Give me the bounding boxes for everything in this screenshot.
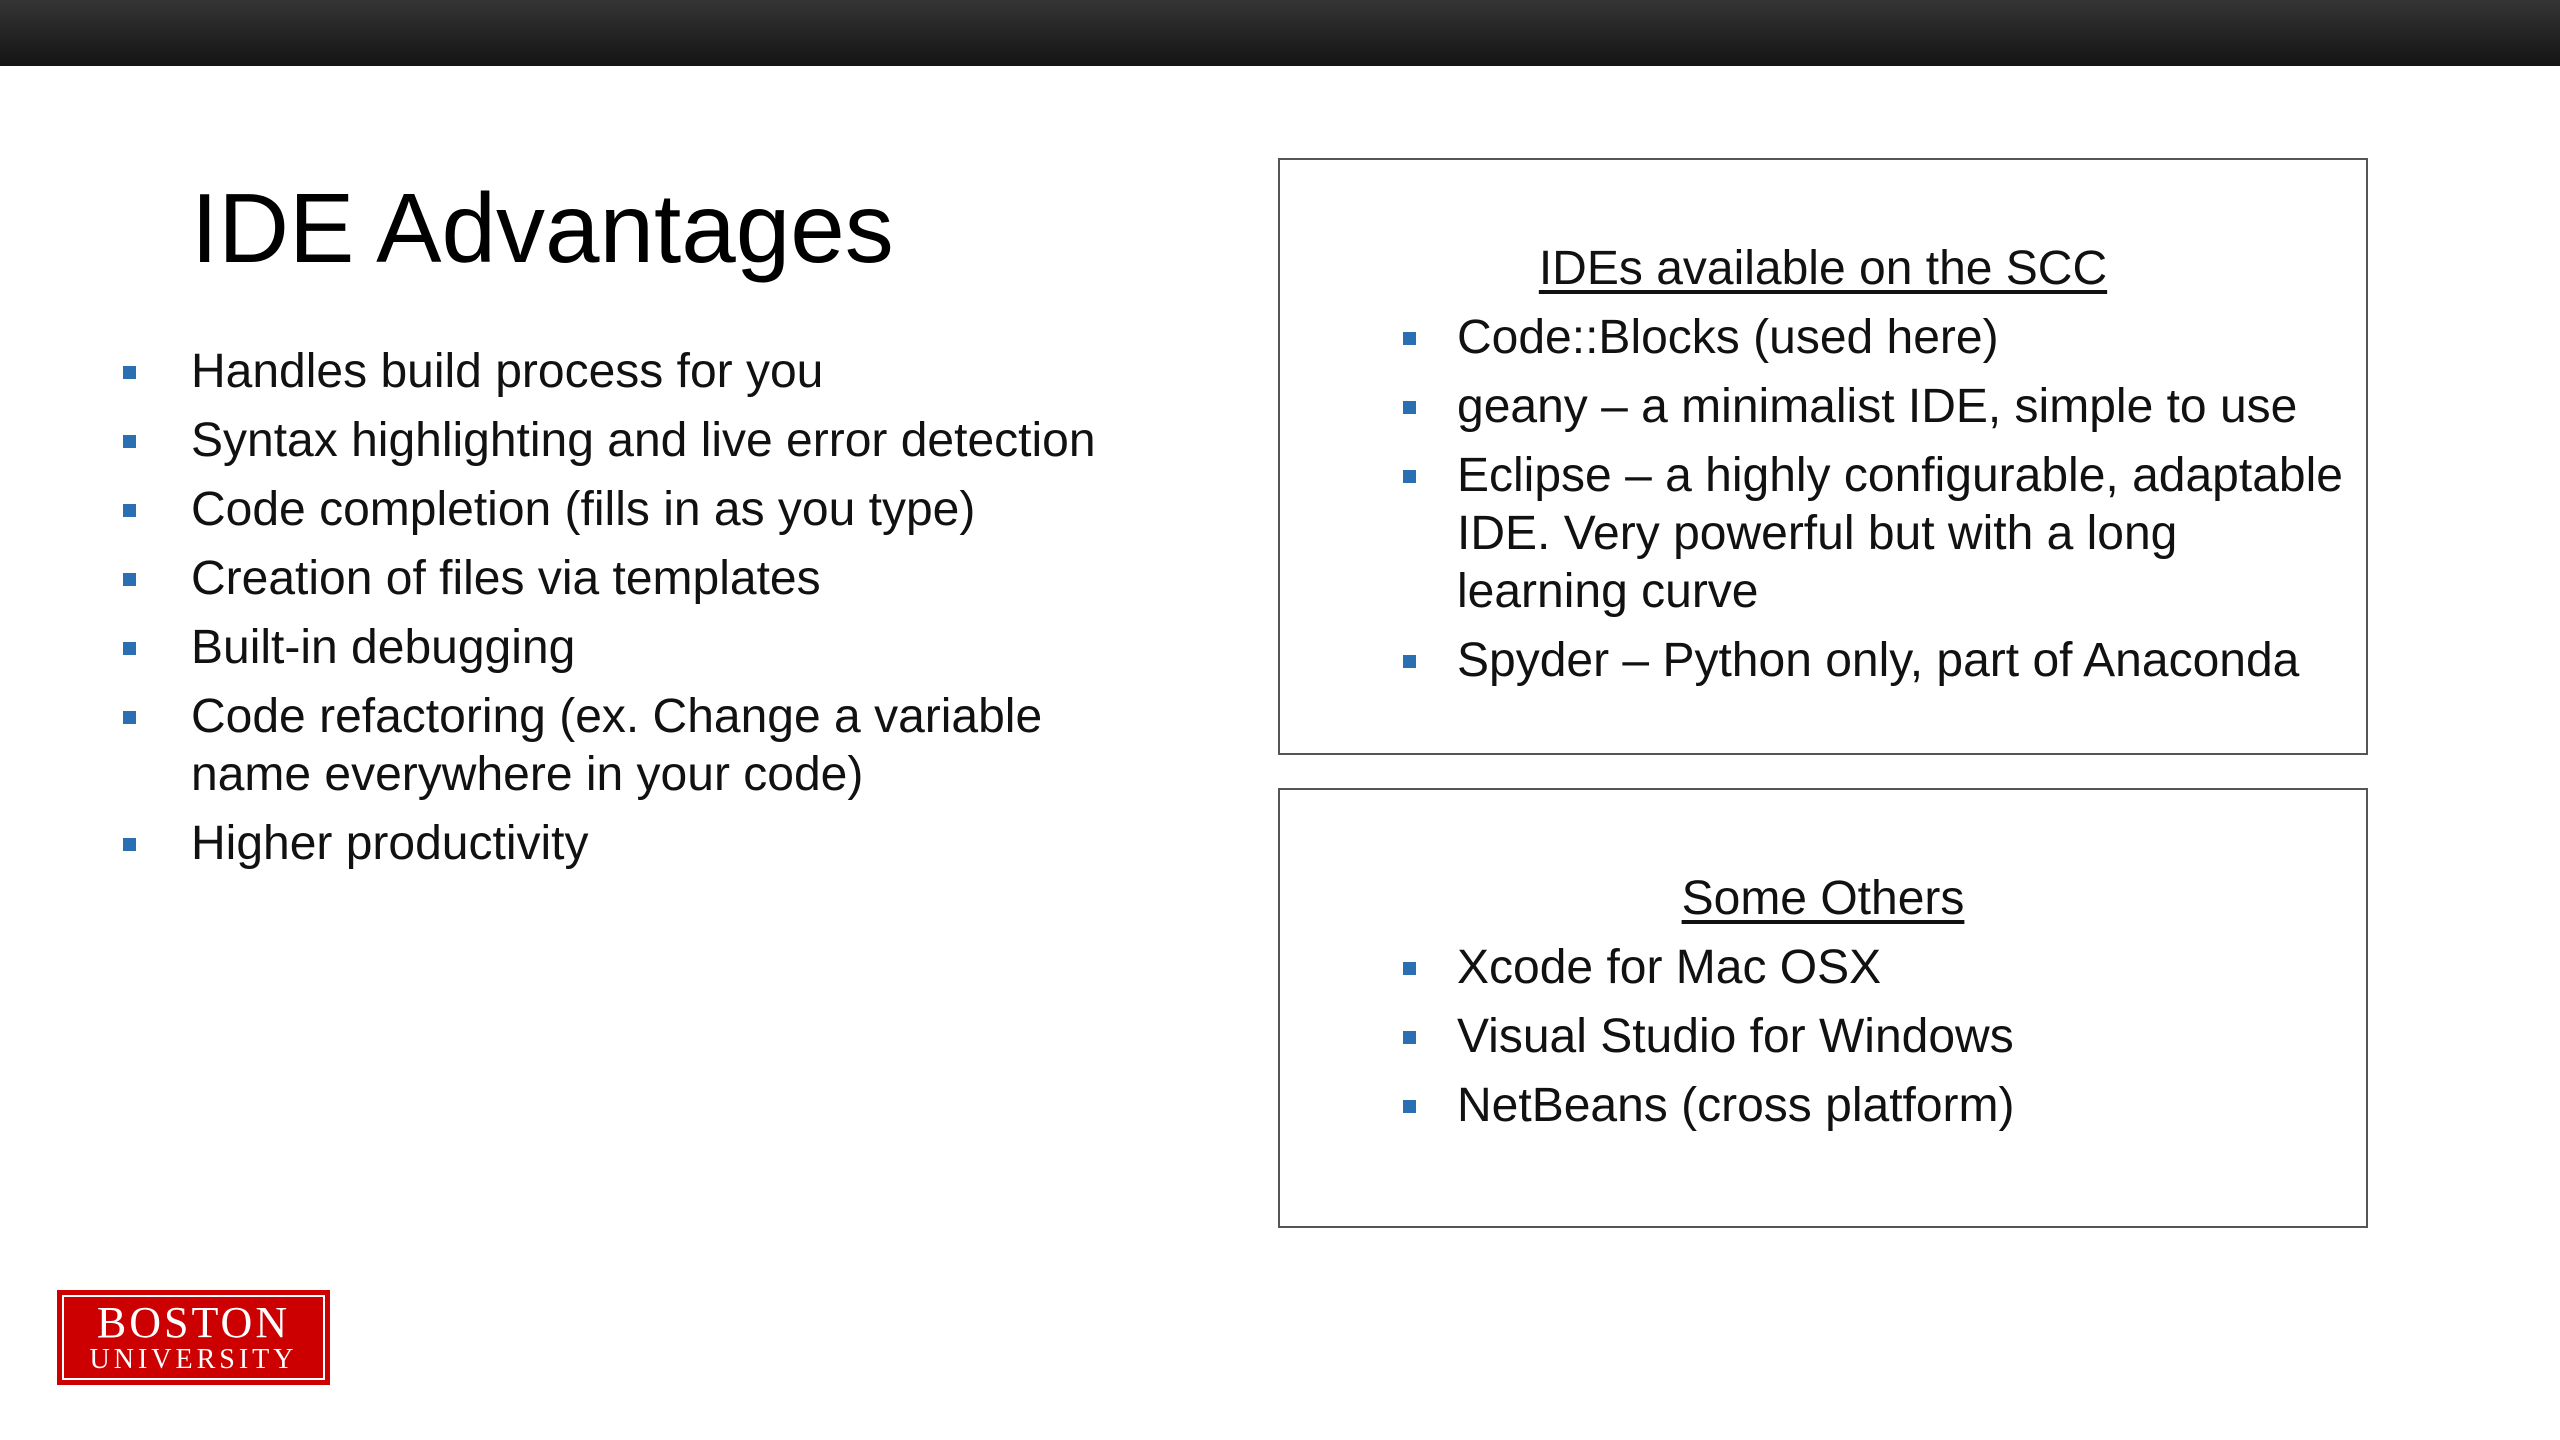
advantages-list [191,343,1191,884]
list-item-text: Code completion (fills in as you type) [191,483,976,536]
list-item-text: Syntax highlighting and live error detection [191,414,1096,467]
square-bullet-icon [1403,1100,1416,1113]
square-bullet-icon [123,711,136,724]
logo-line-1: BOSTON [96,1298,291,1347]
scc-ides-box [1278,158,2368,755]
list-item [191,343,1191,401]
list-item [191,815,1191,873]
boston-university-logo [57,1290,330,1385]
list-item [191,688,1071,804]
list-item-text: Creation of files via templates [191,552,821,605]
other-ides-list [1457,939,2357,1146]
list-item [191,481,1191,539]
square-bullet-icon [1403,655,1416,668]
list-item-text: Code refactoring (ex. Change a variable name everywhere in your code) [191,690,1043,801]
list-item [1457,632,2357,690]
list-item [191,412,1191,470]
square-bullet-icon [1403,470,1416,483]
list-item [191,619,1191,677]
square-bullet-icon [123,435,136,448]
list-item-text: Xcode for Mac OSX [1457,941,1882,994]
list-item-text: Visual Studio for Windows [1457,1010,2014,1063]
list-item [1457,939,2357,997]
other-ides-box [1278,788,2368,1228]
list-item-text: Eclipse – a highly configurable, adaptable IDE. Very powerful but with a long learning curve [1457,449,2343,618]
square-bullet-icon [1403,1031,1416,1044]
other-ides-heading: Some Others [1681,872,1965,925]
scc-ides-list [1457,309,2357,701]
list-item [1457,447,2357,621]
square-bullet-icon [123,573,136,586]
square-bullet-icon [123,366,136,379]
list-item-text: geany – a minimalist IDE, simple to use [1457,380,2298,433]
square-bullet-icon [123,504,136,517]
list-item [191,550,1191,608]
square-bullet-icon [123,838,136,851]
list-item [1457,309,2357,367]
logo-line-2: UNIVERSITY [89,1344,298,1375]
list-item-text: Handles build process for you [191,345,824,398]
top-bar [0,0,2560,66]
list-item-text: Spyder – Python only, part of Anaconda [1457,634,2300,687]
square-bullet-icon [1403,332,1416,345]
list-item-text: Higher productivity [191,817,589,870]
list-item-text: Code::Blocks (used here) [1457,311,1999,364]
scc-ides-heading: IDEs available on the SCC [1538,242,2108,295]
list-item [1457,1077,2357,1135]
list-item [1457,1008,2357,1066]
square-bullet-icon [123,642,136,655]
list-item-text: Built-in debugging [191,621,576,674]
list-item-text: NetBeans (cross platform) [1457,1079,2015,1132]
list-item [1457,378,2357,436]
square-bullet-icon [1403,401,1416,414]
slide-title: IDE Advantages [191,173,894,283]
square-bullet-icon [1403,962,1416,975]
